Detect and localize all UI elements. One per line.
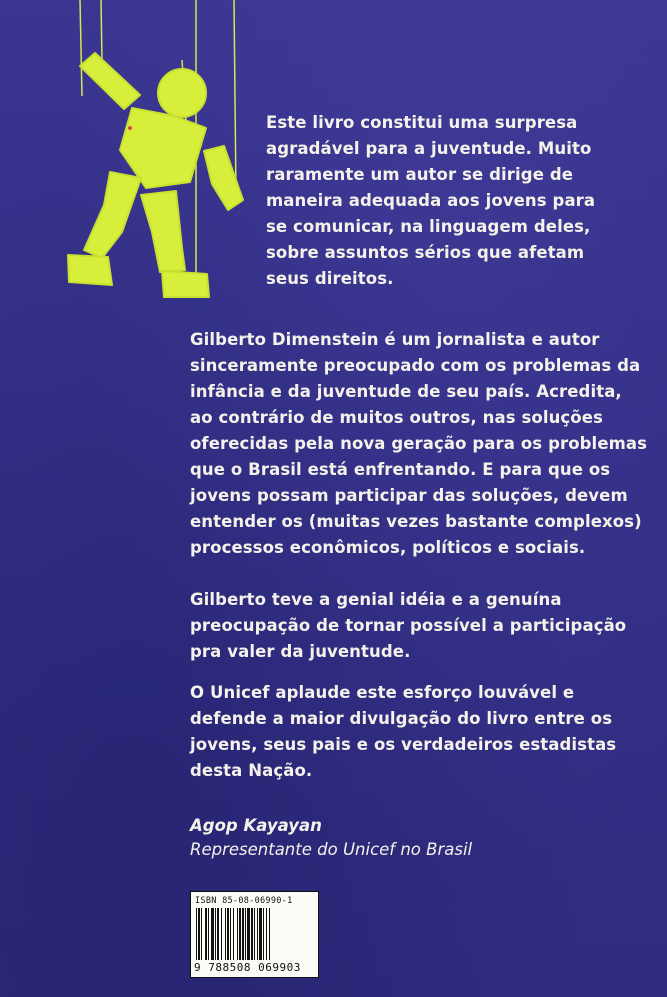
text-line: infância e da juventude de seu país. Acredita, (190, 382, 622, 401)
text-line: jovens, seus pais e os verdadeiros estadistas (190, 735, 617, 754)
text-line: se comunicar, na linguagem deles, (266, 217, 591, 236)
text-line: jovens possam participar das soluções, devem (190, 486, 628, 505)
text-line: Gilberto teve a genial idéia e a genuína (190, 590, 562, 609)
text-line: processos econômicos, políticos e sociais. (190, 538, 586, 557)
text-line: que o Brasil está enfrentando. E para que os (190, 460, 611, 479)
text-line: maneira adequada aos jovens para (266, 191, 596, 210)
text-line: ao contrário de muitos outros, nas soluções (190, 408, 603, 427)
text-line: O Unicef aplaude este esforço louvável e (190, 683, 575, 702)
text-line: agradável para a juventude. Muito (266, 139, 592, 158)
text-line: sinceramente preocupado com os problemas da (190, 356, 641, 375)
text-line: defende a maior divulgação do livro entre os (190, 709, 613, 728)
author-paragraph (190, 327, 647, 561)
intro-paragraph (266, 110, 595, 292)
isbn-barcode (190, 891, 319, 978)
puppet-marionette-icon (0, 0, 260, 310)
text-line: oferecidas pela nova geração para os problemas (190, 434, 648, 453)
text-line: seus direitos. (266, 269, 394, 288)
text-line: Este livro constitui uma surpresa (266, 113, 578, 132)
text-line: pra valer da juventude. (190, 642, 411, 661)
signature-name: Agop Kayayan (190, 816, 322, 835)
text-line: sobre assuntos sérios que afetam (266, 243, 585, 262)
signature-title: Representante do Unicef no Brasil (190, 840, 473, 859)
ean-number: 9 788508 069903 (194, 961, 301, 974)
text-line: entender os (muitas vezes bastante complexos) (190, 512, 642, 531)
idea-paragraph (190, 587, 626, 665)
text-line: preocupação de tornar possível a participação (190, 616, 627, 635)
text-line: desta Nação. (190, 761, 313, 780)
isbn-number: ISBN 85-08-06990-1 (195, 896, 293, 906)
unicef-paragraph (190, 680, 616, 784)
barcode-bars (196, 908, 313, 960)
text-line: raramente um autor se dirige de (266, 165, 574, 184)
text-line: Gilberto Dimenstein é um jornalista e autor (190, 330, 600, 349)
